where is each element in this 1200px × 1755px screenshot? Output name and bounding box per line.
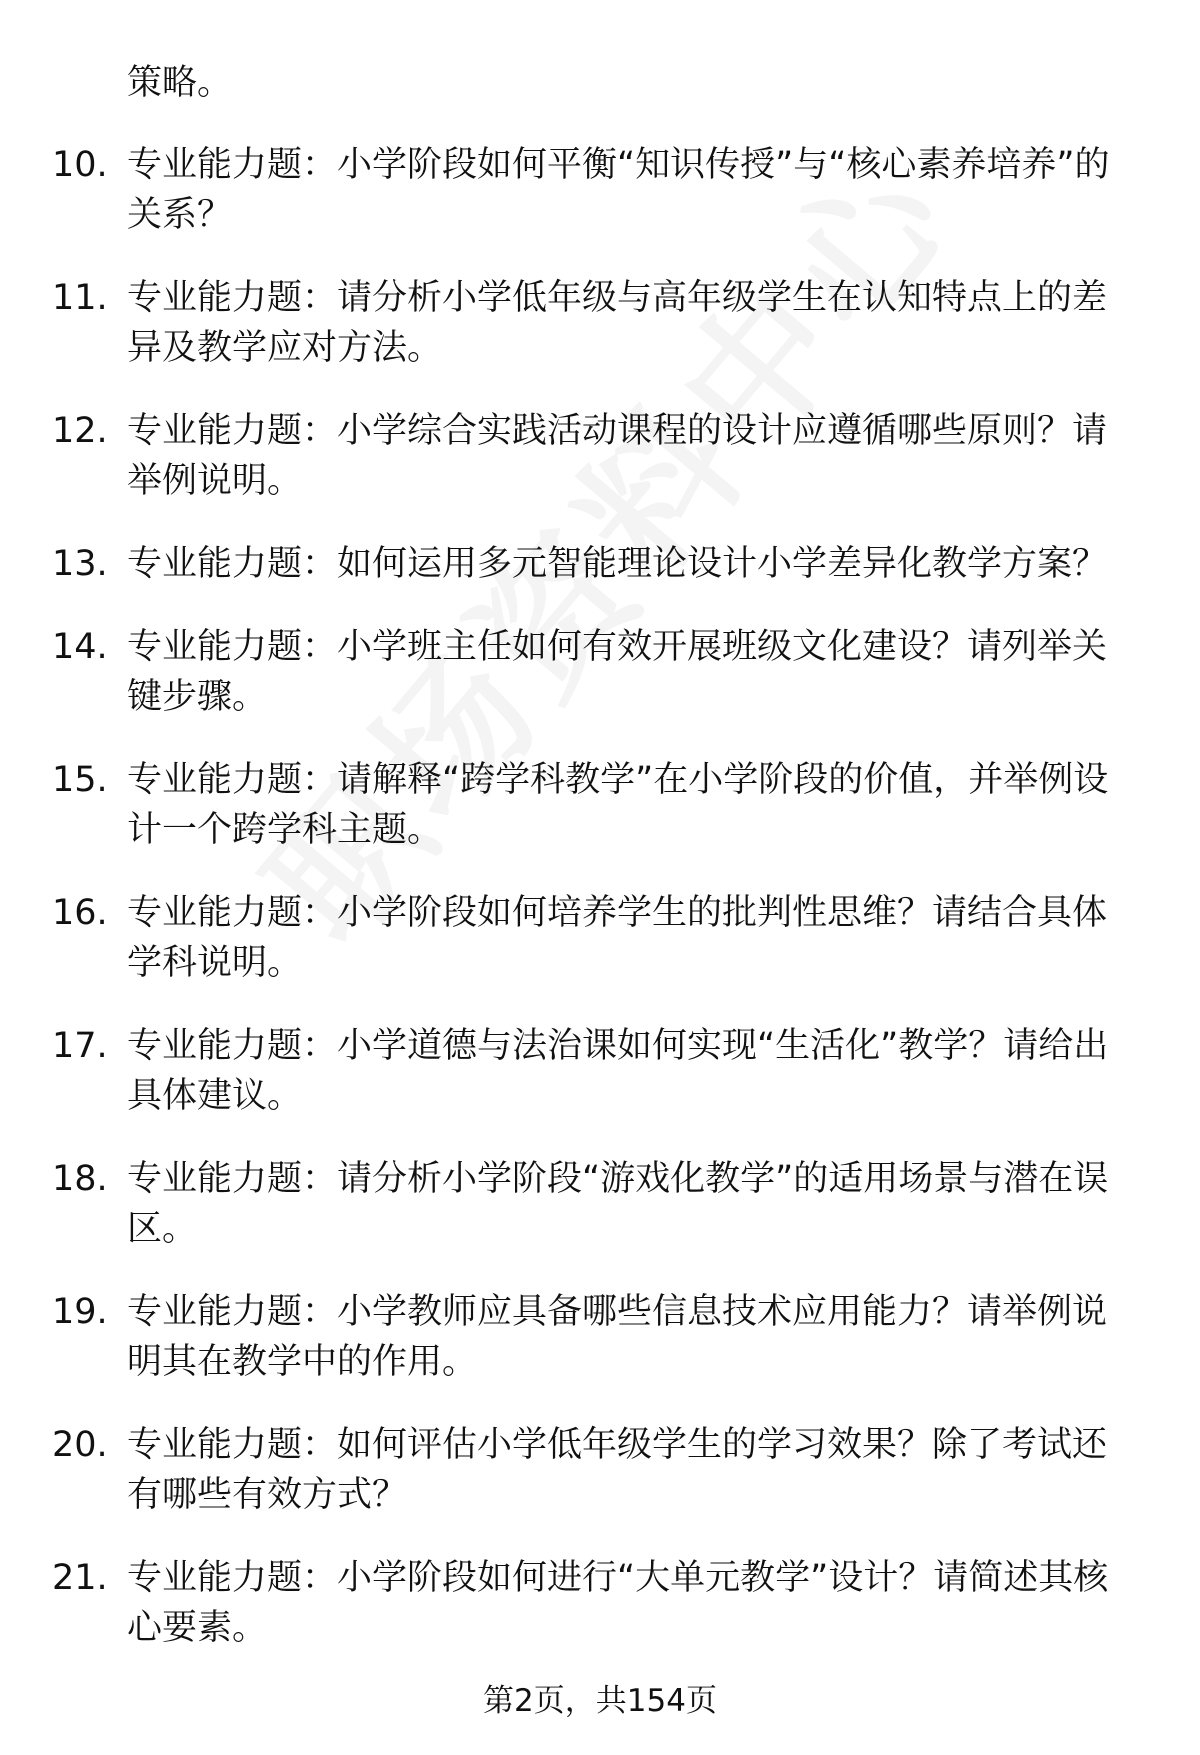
item-text: 专业能力题：小学阶段如何平衡“知识传授”与“核心素养培养”的关系？ bbox=[127, 145, 1110, 235]
item-text: 专业能力题：请分析小学阶段“游戏化教学”的适用场景与潜在误区。 bbox=[127, 1159, 1109, 1249]
list-item bbox=[0, 539, 1200, 589]
item-text: 专业能力题：请分析小学低年级与高年级学生在认知特点上的差异及教学应对方法。 bbox=[127, 278, 1108, 368]
item-number: 15. bbox=[52, 760, 108, 800]
item-text: 专业能力题：小学阶段如何进行“大单元教学”设计？请简述其核心要素。 bbox=[127, 1558, 1109, 1648]
item-text: 专业能力题：小学班主任如何有效开展班级文化建设？请列举关键步骤。 bbox=[127, 627, 1108, 717]
item-text: 专业能力题：请解释“跨学科教学”在小学阶段的价值，并举例设计一个跨学科主题。 bbox=[127, 760, 1109, 850]
list-item bbox=[0, 406, 1200, 506]
item-text: 专业能力题：小学教师应具备哪些信息技术应用能力？请举例说明其在教学中的作用。 bbox=[127, 1292, 1108, 1382]
page-footer: 第2页，共154页 bbox=[483, 1683, 717, 1719]
item-text: 专业能力题：如何评估小学低年级学生的学习效果？除了考试还有哪些有效方式？ bbox=[127, 1425, 1108, 1515]
list-item bbox=[0, 273, 1200, 373]
item-number: 18. bbox=[52, 1159, 108, 1199]
item-number: 17. bbox=[52, 1026, 108, 1066]
list-item bbox=[0, 140, 1200, 240]
question-list bbox=[0, 140, 1200, 1686]
list-item bbox=[0, 1420, 1200, 1520]
item-number: 21. bbox=[52, 1558, 108, 1598]
list-item bbox=[0, 1553, 1200, 1653]
item-number: 12. bbox=[52, 411, 108, 451]
item-text: 专业能力题：如何运用多元智能理论设计小学差异化教学方案？ bbox=[127, 544, 1108, 584]
list-item bbox=[0, 1287, 1200, 1387]
item-number: 13. bbox=[52, 544, 108, 584]
item-number: 20. bbox=[52, 1425, 108, 1465]
list-item bbox=[0, 1021, 1200, 1121]
list-item bbox=[0, 755, 1200, 855]
item-text: 专业能力题：小学阶段如何培养学生的批判性思维？请结合具体学科说明。 bbox=[127, 893, 1108, 983]
item-number: 16. bbox=[52, 893, 108, 933]
item-number: 14. bbox=[52, 627, 108, 667]
list-item bbox=[0, 1154, 1200, 1254]
item-number: 19. bbox=[52, 1292, 108, 1332]
item-number: 10. bbox=[52, 145, 108, 185]
list-item bbox=[0, 888, 1200, 988]
list-item bbox=[0, 622, 1200, 722]
item-text: 专业能力题：小学综合实践活动课程的设计应遵循哪些原则？请举例说明。 bbox=[127, 411, 1108, 501]
item-text: 专业能力题：小学道德与法治课如何实现“生活化”教学？请给出具体建议。 bbox=[127, 1026, 1109, 1116]
continuation-text: 策略。 bbox=[127, 63, 233, 103]
item-number: 11. bbox=[52, 278, 108, 318]
